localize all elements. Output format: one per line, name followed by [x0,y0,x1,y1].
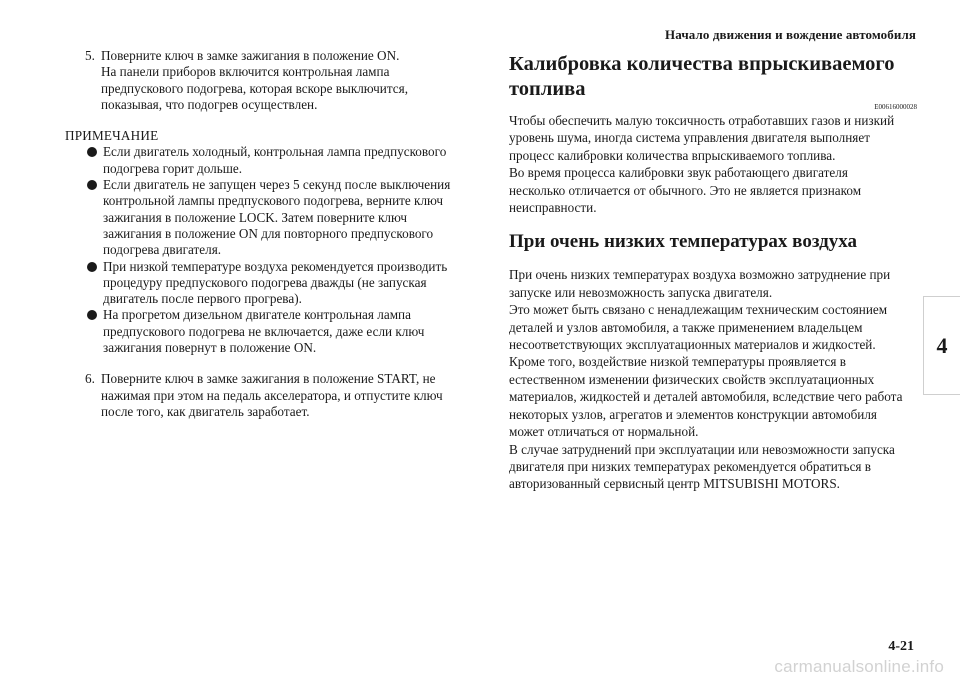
chapter-tab[interactable] [923,296,960,395]
bullet-icon [87,147,97,157]
note-text: На прогретом дизельном двигателе контрольная лампа предпускового подогрева не включается, даже если ключ зажигания повернут в положение ON. [103,307,425,356]
step-text: Поверните ключ в замке зажигания в положение ON. На панели приборов включится контрольная лампа предпускового подогрева, которая вскоре выключится, показывая, что подогрев осуществлен. [101,48,408,112]
section-title: Калибровка количества впрыскиваемого топлива [509,53,895,100]
subsection-title: При очень низких температурах воздуха [509,231,857,253]
note-title: ПРИМЕЧАНИЕ [65,128,159,144]
bullet-icon [87,262,97,272]
note-item [87,144,465,177]
step-number: 5. [85,48,95,63]
note-text: При низкой температуре воздуха рекомендуется производить процедуру предпускового подогрева дважды (не запуская двигатель после первого прогрева). [103,258,448,307]
step-number: 6. [85,371,95,387]
subsection-paragraph: При очень низких температурах воздуха возможно затруднение при запуске или невозможность запуска двигателя. Это может быть связано с ненадлежащим техническим состоянием деталей и узлов автомобиля, а также применением владельцем несоответствующих эксплуатационных материалов и жидкостей. Кроме того, воздействие низкой температуры проявляется в естественном изменении физических свойств эксплуатационных материалов, жидкостей и деталей автомобиля, вследствие чего работа некоторых узлов, агрегатов и элементов конструкции автомобиля может отличаться от нормальной. В случае затруднений при эксплуатации или невозможности запуска двигателя при низких температурах рекомендуется обратиться в авторизованный сервисный центр MITSUBISHI MOTORS. [509,267,903,492]
step-text: Поверните ключ в замке зажигания в положение START, не нажимая при этом на педаль акселератора, и отпустите ключ после того, как двигатель заработает. [101,371,443,419]
step-5 [85,48,465,113]
section-paragraph: Чтобы обеспечить малую токсичность отработавших газов и низкий уровень шума, иногда система управления двигателя выполняет процесс калибровки количества впрыскиваемого топлива. Во время процесса калибровки звук работающего двигателя несколько отличается от обычного. Это не является признаком неисправности. [509,113,895,216]
step-6 [85,371,465,420]
note-item [87,307,465,356]
right-column [509,52,917,493]
section-code: E00616000028 [874,103,917,111]
note-text: Если двигатель холодный, контрольная лампа предпускового подогрева горит дольше. [103,144,447,176]
note-item [87,259,465,308]
bullet-icon [87,310,97,320]
chapter-tab-label: 4 [936,332,948,358]
left-column [65,48,465,420]
watermark: carmanualsonline.info [774,657,944,676]
note-text: Если двигатель не запущен через 5 секунд после выключения контрольной лампы предпускового подогрева, верните ключ зажигания в положение LOCK. Затем поверните ключ зажигания в положение ON для повторного предпускового подогрева двигателя. [103,177,451,258]
page-header: Начало движения и вождение автомобиля [665,27,916,42]
note-item [87,177,465,258]
note-list [65,144,465,356]
page-number: 4-21 [888,639,914,654]
bullet-icon [87,180,97,190]
